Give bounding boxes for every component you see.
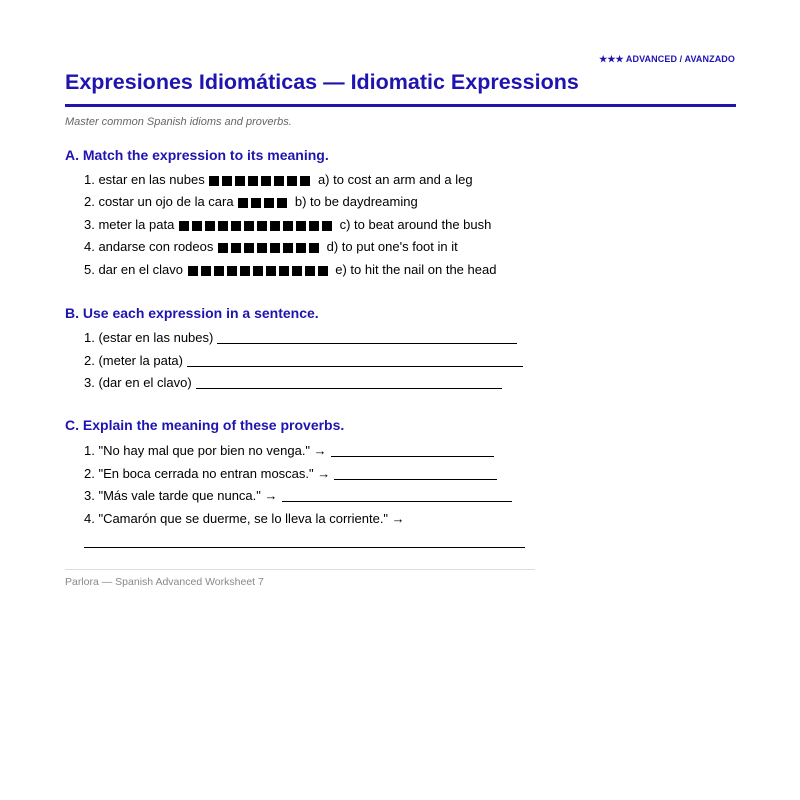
match-item — [84, 261, 496, 279]
sentence-prompt: 3. (dar en el clavo) — [84, 375, 192, 390]
footer-text: Parlora — Spanish Advanced Worksheet 7 — [65, 576, 264, 588]
match-item — [84, 238, 458, 256]
redacted-square — [218, 243, 228, 253]
redacted-square — [188, 266, 198, 276]
sentence-item — [84, 329, 517, 347]
proverb-item — [84, 510, 405, 528]
redacted-square — [274, 176, 284, 186]
proverb-item — [84, 442, 494, 460]
sentence-item — [84, 374, 502, 392]
redacted-squares — [179, 217, 335, 235]
match-meaning: c) to beat around the bush — [339, 217, 492, 232]
redacted-square — [222, 176, 232, 186]
redacted-square — [296, 221, 306, 231]
match-item — [84, 216, 491, 234]
match-meaning: d) to put one's foot in it — [326, 239, 458, 254]
redacted-square — [296, 243, 306, 253]
answer-line[interactable] — [331, 444, 494, 457]
answer-line[interactable] — [217, 331, 517, 344]
redacted-square — [266, 266, 276, 276]
redacted-square — [264, 198, 274, 208]
redacted-square — [240, 266, 250, 276]
redacted-square — [251, 198, 261, 208]
page-subtitle: Master common Spanish idioms and proverbs. — [65, 116, 292, 128]
redacted-square — [227, 266, 237, 276]
redacted-square — [309, 221, 319, 231]
redacted-square — [322, 221, 332, 231]
match-item — [84, 171, 473, 189]
redacted-square — [300, 176, 310, 186]
level-badge: ★★★ ADVANCED / AVANZADO — [599, 54, 735, 64]
proverb-text: 2. "En boca cerrada no entran moscas." → — [84, 466, 331, 481]
sentence-prompt: 2. (meter la pata) — [84, 353, 183, 368]
redacted-square — [214, 266, 224, 276]
redacted-square — [244, 243, 254, 253]
redacted-square — [231, 243, 241, 253]
redacted-square — [179, 221, 189, 231]
proverb-text: 4. "Camarón que se duerme, se lo lleva la corriente." → — [84, 511, 405, 526]
redacted-square — [257, 243, 267, 253]
proverb-text: 3. "Más vale tarde que nunca." → — [84, 488, 278, 503]
redacted-square — [205, 221, 215, 231]
redacted-square — [318, 266, 328, 276]
match-expression: 5. dar en el clavo — [84, 262, 184, 277]
section-c-heading: C. Explain the meaning of these proverbs. — [65, 417, 345, 433]
match-expression: 3. meter la pata — [84, 217, 175, 232]
answer-line[interactable] — [196, 376, 502, 389]
answer-line[interactable] — [84, 547, 525, 548]
redacted-square — [238, 198, 248, 208]
sentence-item — [84, 352, 523, 370]
proverb-item — [84, 465, 497, 483]
answer-line[interactable] — [187, 354, 523, 367]
match-expression: 4. andarse con rodeos — [84, 239, 214, 254]
sentence-prompt: 1. (estar en las nubes) — [84, 330, 214, 345]
redacted-square — [277, 198, 287, 208]
answer-line[interactable] — [334, 467, 497, 480]
section-b-heading: B. Use each expression in a sentence. — [65, 305, 319, 321]
title-divider — [65, 104, 736, 107]
redacted-squares — [188, 262, 331, 280]
redacted-square — [292, 266, 302, 276]
redacted-square — [309, 243, 319, 253]
redacted-square — [270, 221, 280, 231]
redacted-square — [218, 221, 228, 231]
section-a-heading: A. Match the expression to its meaning. — [65, 147, 329, 163]
redacted-square — [270, 243, 280, 253]
footer-divider — [65, 569, 535, 570]
redacted-square — [235, 176, 245, 186]
redacted-square — [257, 221, 267, 231]
page-title: Expresiones Idiomáticas — Idiomatic Expressions — [65, 70, 579, 94]
match-expression: 2. costar un ojo de la cara — [84, 194, 234, 209]
redacted-square — [201, 266, 211, 276]
match-item — [84, 193, 418, 211]
redacted-square — [253, 266, 263, 276]
redacted-square — [261, 176, 271, 186]
match-meaning: b) to be daydreaming — [294, 194, 418, 209]
redacted-square — [248, 176, 258, 186]
redacted-square — [305, 266, 315, 276]
redacted-square — [287, 176, 297, 186]
redacted-square — [192, 221, 202, 231]
redacted-square — [231, 221, 241, 231]
redacted-square — [283, 221, 293, 231]
match-meaning: e) to hit the nail on the head — [335, 262, 497, 277]
redacted-squares — [238, 194, 290, 212]
redacted-square — [244, 221, 254, 231]
redacted-squares — [218, 239, 322, 257]
redacted-square — [283, 243, 293, 253]
proverb-text: 1. "No hay mal que por bien no venga." → — [84, 443, 327, 458]
match-expression: 1. estar en las nubes — [84, 172, 205, 187]
redacted-squares — [209, 172, 313, 190]
redacted-square — [279, 266, 289, 276]
match-meaning: a) to cost an arm and a leg — [317, 172, 473, 187]
proverb-item — [84, 487, 512, 505]
redacted-square — [209, 176, 219, 186]
answer-line[interactable] — [282, 489, 512, 502]
